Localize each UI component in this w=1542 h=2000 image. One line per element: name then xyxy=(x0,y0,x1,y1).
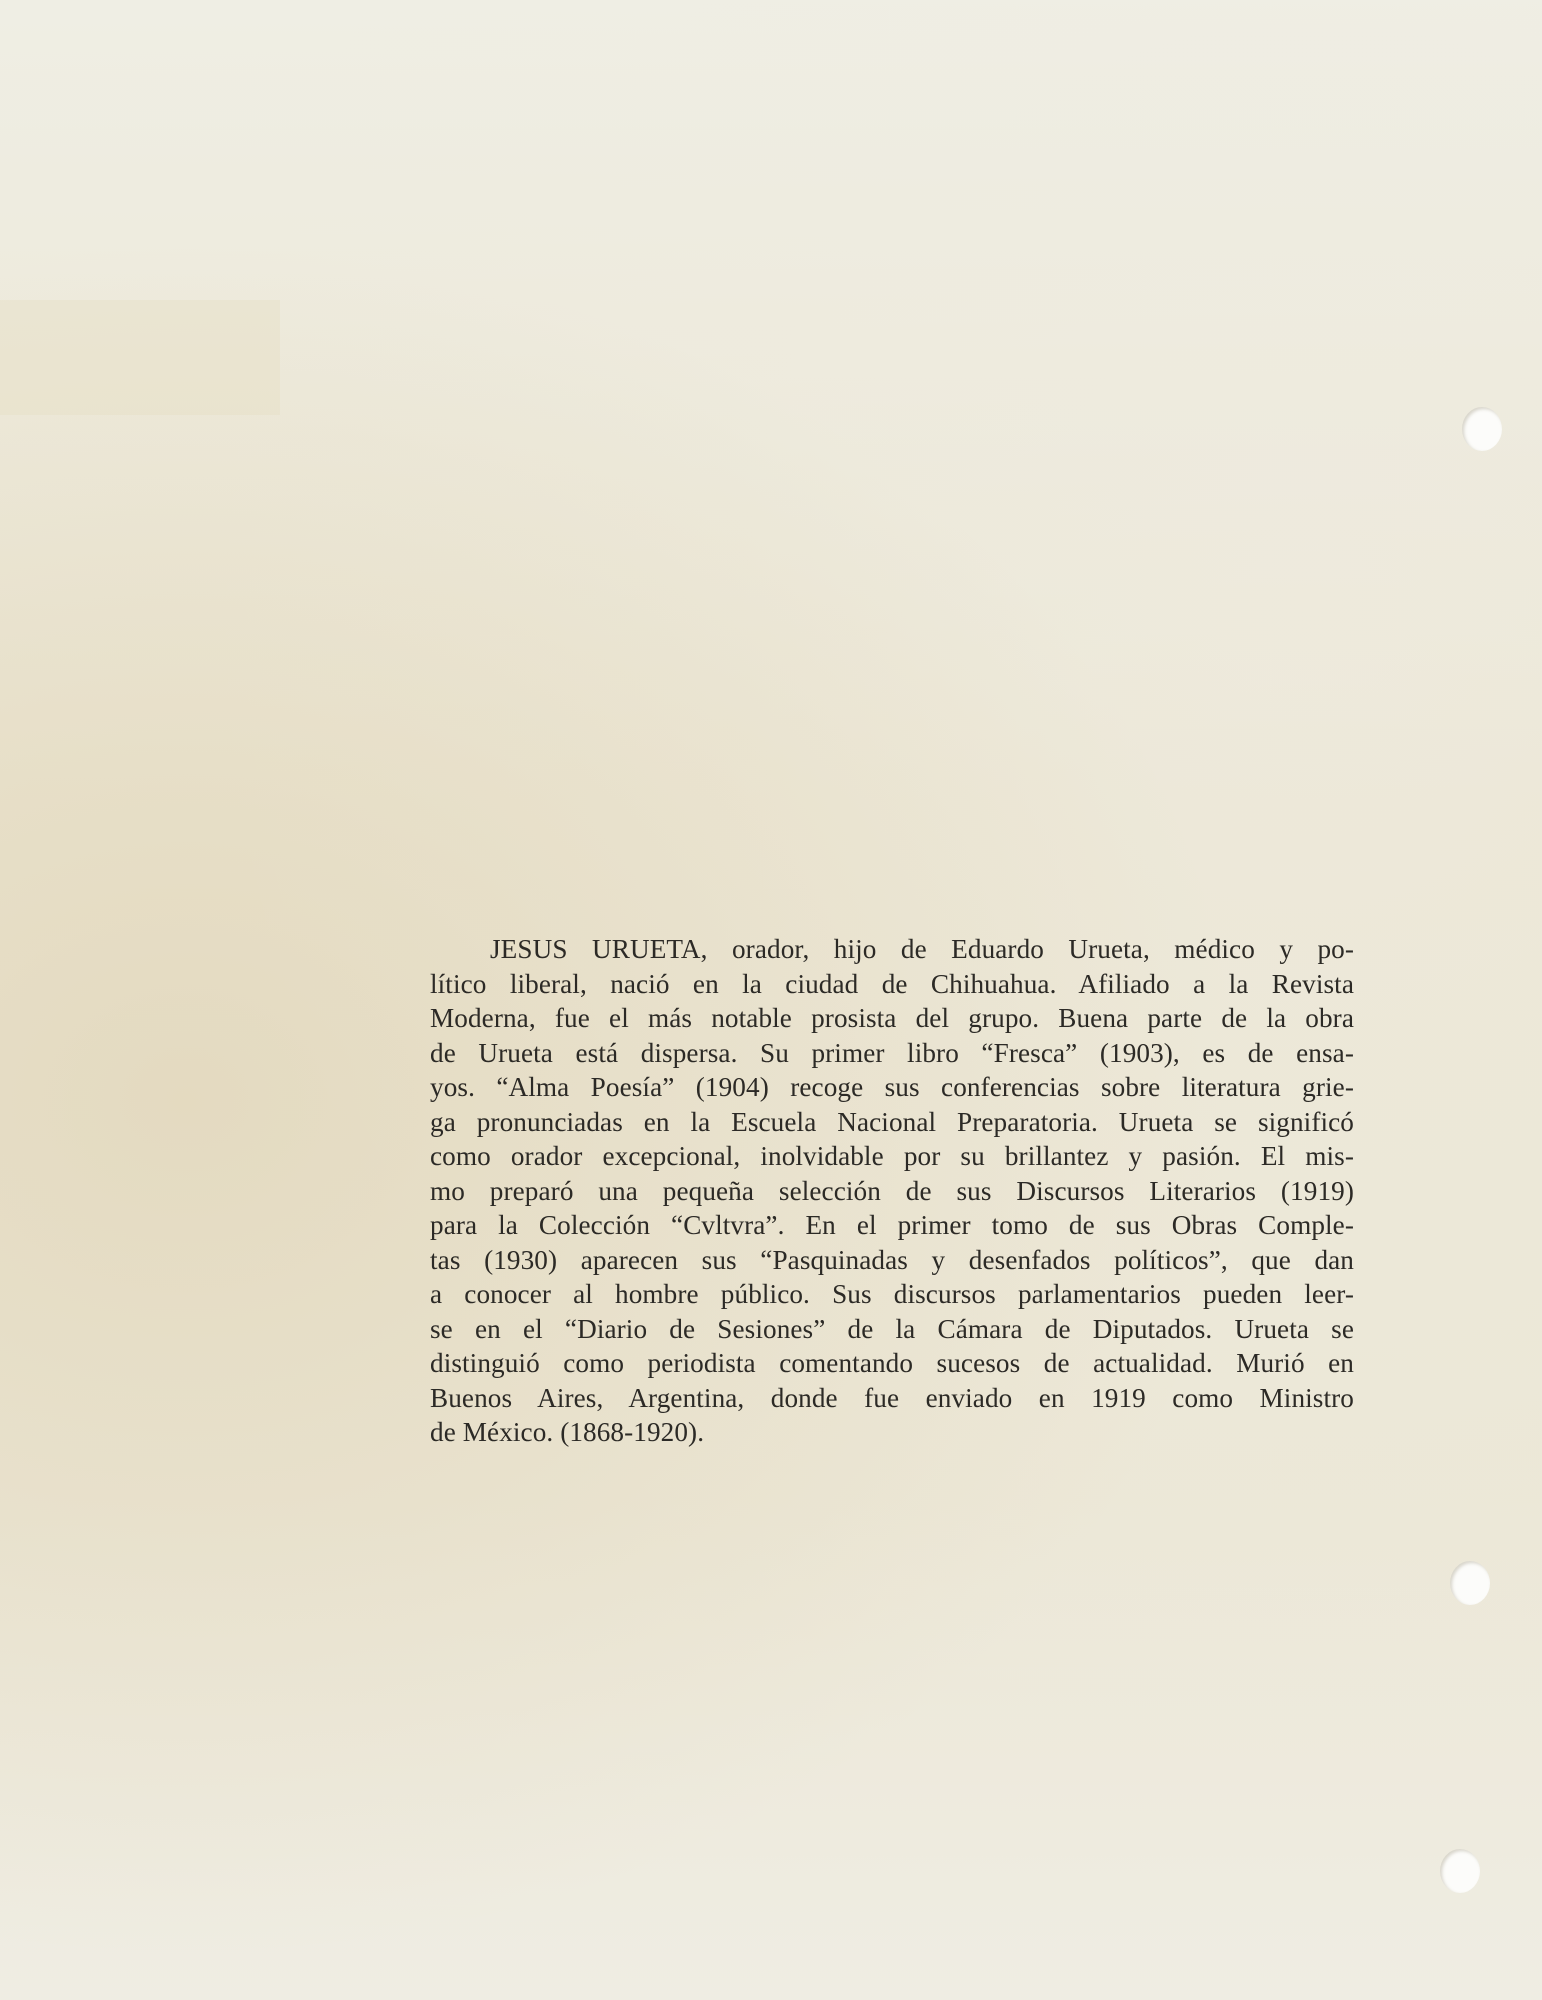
paragraph-line: yos. “Alma Poesía” (1904) recoge sus conferencias sobre literatura grie- xyxy=(430,1072,1354,1102)
paragraph-line: lítico liberal, nació en la ciudad de Chihuahua. Afiliado a la Revista xyxy=(430,968,1354,999)
paragraph-line: ga pronunciadas en la Escuela Nacional Preparatoria. Urueta se significó xyxy=(430,1106,1354,1137)
paragraph-line: Buenos Aires, Argentina, donde fue enviado en 1919 como Ministro xyxy=(430,1382,1354,1413)
paragraph-line: Moderna, fue el más notable prosista del grupo. Buena parte de la obra xyxy=(430,1003,1354,1033)
paragraph-line: tas (1930) aparecen sus “Pasquinadas y desenfados políticos”, que dan xyxy=(430,1244,1354,1275)
paragraph-line: se en el “Diario de Sesiones” de la Cámara de Diputados. Urueta se xyxy=(430,1313,1354,1344)
paragraph-line: como orador excepcional, inolvidable por su brillantez y pasión. El mis- xyxy=(430,1141,1354,1171)
paragraph-line: JESUS URUETA, orador, hijo de Eduardo Urueta, médico y po- xyxy=(490,934,1354,964)
paper-discoloration xyxy=(0,300,280,415)
punch-hole-top xyxy=(1462,407,1502,451)
biography-paragraph xyxy=(430,932,1354,1450)
paragraph-line: de México. (1868-1920). xyxy=(430,1417,705,1447)
paragraph-line: de Urueta está dispersa. Su primer libro “Fresca” (1903), es de ensa- xyxy=(430,1037,1354,1068)
paragraph-line: para la Colección “Cvltvra”. En el primer tomo de sus Obras Comple- xyxy=(430,1210,1354,1240)
punch-hole-bottom xyxy=(1440,1849,1480,1893)
punch-hole-middle xyxy=(1450,1561,1490,1605)
paragraph-line: distinguió como periodista comentando sucesos de actualidad. Murió en xyxy=(430,1348,1354,1378)
paragraph-line: mo preparó una pequeña selección de sus Discursos Literarios (1919) xyxy=(430,1175,1354,1206)
paragraph-line: a conocer al hombre público. Sus discursos parlamentarios pueden leer- xyxy=(430,1279,1354,1309)
